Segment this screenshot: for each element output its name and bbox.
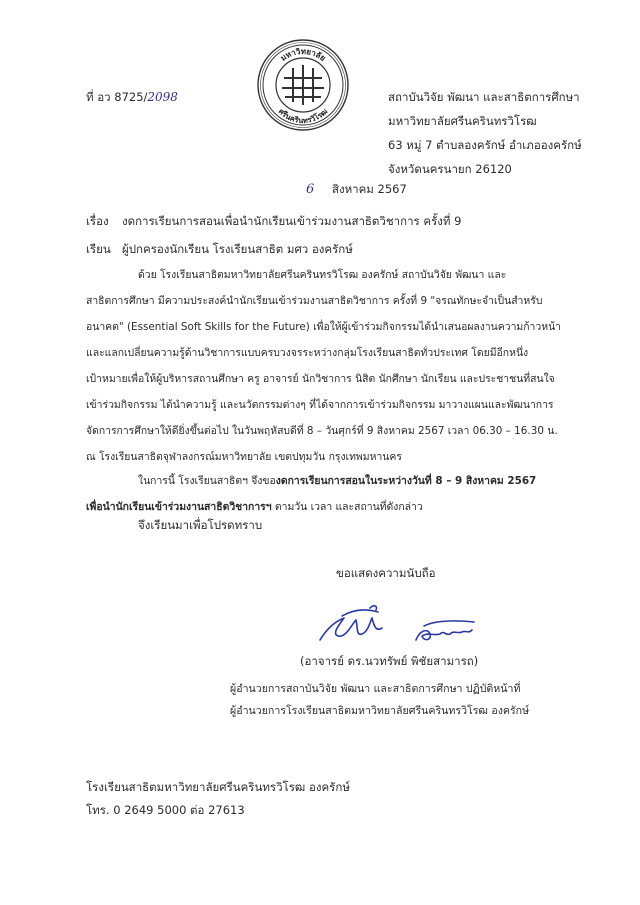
para2-line1-bold: งดการเรียนการสอนในระหว่างวันที่ 8 – 9 สิงหาคม 2567: [275, 475, 537, 487]
para2-line1-normal: ในการนี้ โรงเรียนสาธิตฯ จึงขอ: [138, 475, 276, 487]
body-line: สาธิตการศึกษา มีความประสงค์นำนักเรียนเข้าร่วมงานสาธิตวิชาการ ครั้งที่ 9 "จรณทักษะจำเป็นสำหรับ: [86, 295, 543, 307]
sender-address-line-1: สถาบันวิจัย พัฒนา และสาธิตการศึกษา: [388, 90, 580, 104]
sender-address-line-3: 63 หมู่ 7 ตำบลองครักษ์ อำเภอองครักษ์: [388, 138, 582, 152]
subject-text: งดการเรียนการสอนเพื่อนำนักเรียนเข้าร่วมงานสาธิตวิชาการ ครั้งที่ 9: [122, 214, 462, 228]
body-line: ด้วย โรงเรียนสาธิตมหาวิทยาลัยศรีนครินทรวิโรฒ องครักษ์ สถาบันวิจัย พัฒนา และ: [138, 269, 507, 281]
reference-number: [86, 90, 178, 105]
body-line: [86, 468, 566, 494]
body-line: จัดการการศึกษาให้ดียิ่งขึ้นต่อไป ในวันพฤหัสบดีที่ 8 – วันศุกร์ที่ 9 สิงหาคม 2567 เวลา 06.30 – 16.30 น.: [86, 425, 558, 437]
svg-text:ศรีนครินทรวิโรฒ: ศรีนครินทรวิโรฒ: [276, 106, 330, 126]
subject-label: เรื่อง: [86, 214, 109, 228]
date-day-handwritten: 6: [306, 182, 315, 197]
reference-prefix: ที่ อว 8725/: [86, 90, 148, 104]
body-line: เข้าร่วมกิจกรรม ได้นำความรู้ และนวัตกรรมต่างๆ ที่ได้จากการเข้าร่วมกิจกรรม มาวางแผนและพัฒนาการ: [86, 399, 554, 411]
body-line: ณ โรงเรียนสาธิตจุฬาลงกรณ์มหาวิทยาลัย เขตปทุมวัน กรุงเทพมหานคร: [86, 451, 402, 463]
signer-name: (อาจารย์ ดร.นวทรัพย์ พิชัยสามารถ): [300, 654, 479, 668]
sender-address-line-2: มหาวิทยาลัยศรีนครินทรวิโรฒ: [388, 114, 537, 128]
sender-address-line-4: จังหวัดนครนายก 26120: [388, 162, 512, 176]
footer-phone: โทร. 0 2649 5000 ต่อ 27613: [86, 803, 245, 817]
recipient-label: เรียน: [86, 242, 111, 256]
svg-text:มหาวิทยาลัย: มหาวิทยาลัย: [278, 46, 328, 63]
signer-title-1: ผู้อำนวยการสถาบันวิจัย พัฒนา และสาธิตการศึกษา ปฏิบัติหน้าที่: [230, 683, 521, 695]
subject-line: [86, 214, 461, 229]
handwritten-signature: [312, 600, 482, 652]
signer-title-2: ผู้อำนวยการโรงเรียนสาธิตมหาวิทยาลัยศรีนครินทรวิโรฒ องครักษ์: [230, 705, 530, 717]
footer-school: โรงเรียนสาธิตมหาวิทยาลัยศรีนครินทรวิโรฒ องครักษ์: [86, 780, 350, 794]
body-line: และแลกเปลี่ยนความรู้ด้านวิชาการแบบครบวงจรระหว่างกลุ่มโรงเรียนสาธิตทั่วประเทศ โดยมีอีกหนึ่ง: [86, 347, 529, 359]
body-line: [86, 494, 566, 520]
closing-line: จึงเรียนมาเพื่อโปรดทราบ: [138, 518, 263, 532]
para2-line2-normal: ตามวัน เวลา และสถานที่ดังกล่าว: [271, 501, 423, 513]
recipient-text: ผู้ปกครองนักเรียน โรงเรียนสาธิต มศว องครักษ์: [122, 242, 353, 256]
recipient-line: [86, 242, 353, 257]
body-paragraph-1: [86, 262, 566, 470]
university-seal-logo: [256, 38, 350, 132]
body-paragraph-2: [86, 468, 566, 520]
letter-date: [306, 182, 407, 197]
para2-line2-bold: เพื่อนำนักเรียนเข้าร่วมงานสาธิตวิชาการฯ: [86, 501, 272, 513]
sign-off: ขอแสดงความนับถือ: [336, 566, 436, 580]
date-month-year: สิงหาคม 2567: [331, 182, 407, 196]
body-line: อนาคต" (Essential Soft Skills for the Future) เพื่อให้ผู้เข้าร่วมกิจกรรมได้นำเสนอผลงานความก้าวหน้า: [86, 321, 562, 333]
body-line: เป้าหมายเพื่อให้ผู้บริหารสถานศึกษา ครู อาจารย์ นักวิชาการ นิสิต นักศึกษา นักเรียน และประชาชนที่สนใจ: [86, 373, 555, 385]
reference-handwritten-number: 2098: [147, 90, 178, 104]
